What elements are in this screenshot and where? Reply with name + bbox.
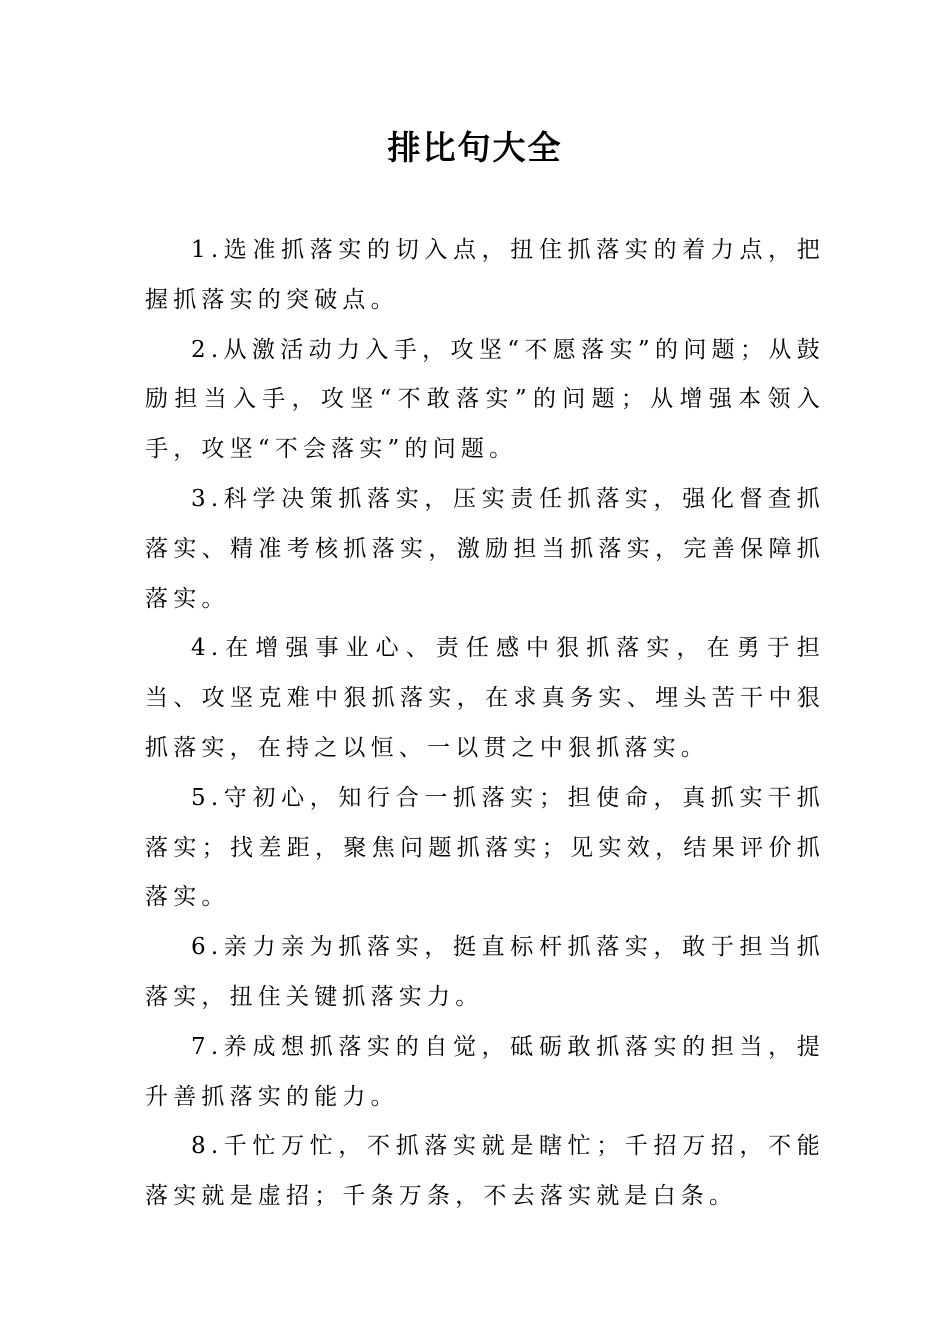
paragraph-8: 8.千忙万忙，不抓落实就是瞎忙；千招万招，不能落实就是虚招；千条万条，不去落实就是白条。: [145, 1133, 825, 1210]
document-body: [145, 226, 825, 1222]
paragraph-7: 7.养成想抓落实的自觉，砥砺敢抓落实的担当，提升善抓落实的能力。: [145, 1033, 825, 1110]
paragraph-4: 4.在增强事业心、责任感中狠抓落实，在勇于担当、攻坚克难中狠抓落实，在求真务实、埋头苦干中狠抓落实，在持之以恒、一以贯之中狠抓落实。: [145, 635, 825, 761]
paragraph-5: 5.守初心，知行合一抓落实；担使命，真抓实干抓落实；找差距，聚焦问题抓落实；见实效，结果评价抓落实。: [145, 784, 825, 911]
paragraph-1: 1.选准抓落实的切入点，扭住抓落实的着力点，把握抓落实的突破点。: [145, 237, 825, 313]
document-title: 排比句大全: [387, 128, 563, 167]
paragraph-3: 3.科学决策抓落实，压实责任抓落实，强化督查抓落实、精准考核抓落实，激励担当抓落实，完善保障抓落实。: [145, 485, 825, 612]
paragraph-6: 6.亲力亲为抓落实，挺直标杆抓落实，敢于担当抓落实，扭住关键抓落实力。: [145, 934, 825, 1010]
paragraph-2: 2.从激活动力入手，攻坚“不愿落实”的问题；从鼓励担当入手，攻坚“不敢落实”的问题；从增强本领入手，攻坚“不会落实”的问题。: [145, 336, 825, 463]
